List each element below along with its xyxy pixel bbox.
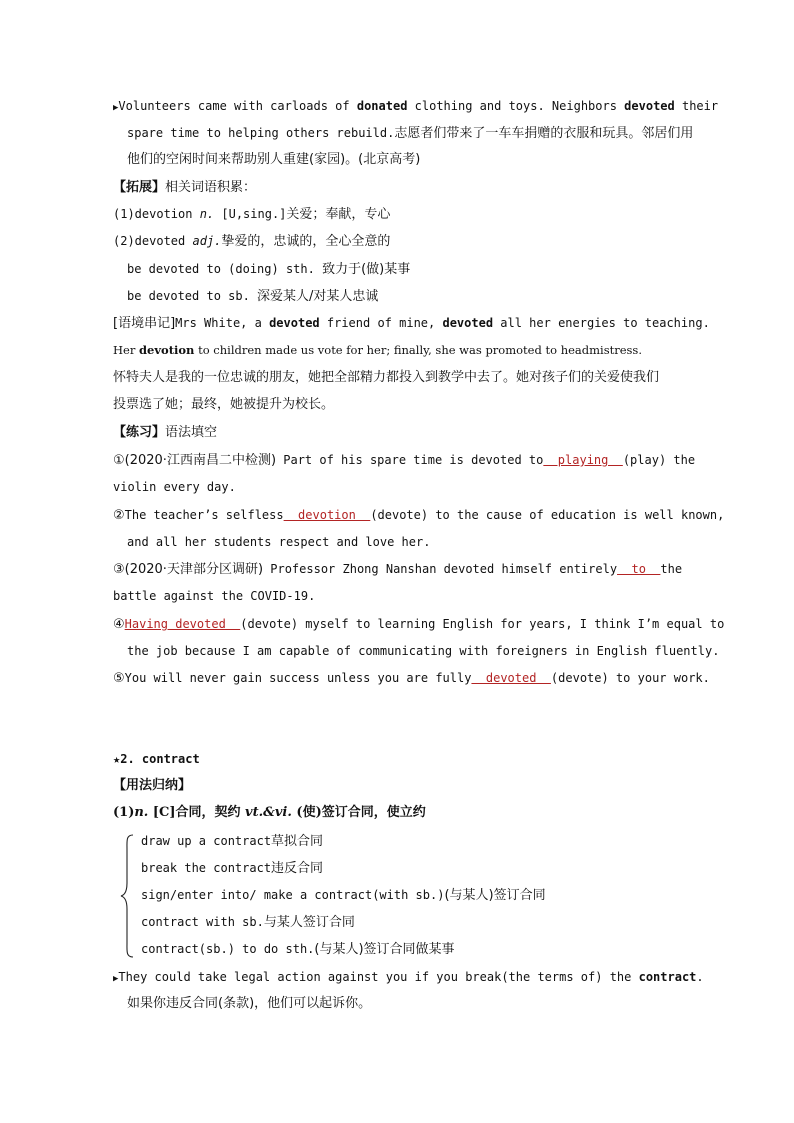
left-brace-icon bbox=[119, 833, 135, 959]
answer-blank-2: devotion bbox=[283, 508, 371, 522]
question-5: ⑤You will never gain success unless you are fully devoted (devote) to your work. bbox=[113, 671, 710, 686]
example-line-2: spare time to helping others rebuild.志愿者们带来了一车车捐赠的衣服和玩具。邻居们用 bbox=[127, 126, 694, 141]
arrow-marker-icon: ▶ bbox=[113, 974, 119, 984]
question-1-line-2: violin every day. bbox=[113, 480, 236, 494]
question-2: ②The teacher’s selfless devotion (devote) to the cause of education is well known, bbox=[113, 508, 725, 523]
answer-blank-3: to bbox=[617, 562, 661, 576]
phrase-2: break the contract违反合同 bbox=[141, 861, 324, 876]
question-4: ④Having devoted (devote) myself to learning English for years, I think I’m equal to bbox=[113, 617, 725, 632]
expand-phrase-1: be devoted to (doing) sth. 致力于(做)某事 bbox=[127, 262, 411, 277]
question-2-line-2: and all her students respect and love her. bbox=[127, 535, 431, 549]
expand-heading: 【拓展】相关词语积累： bbox=[113, 180, 257, 195]
section-2-title: ★2. contract bbox=[113, 752, 200, 766]
contract-example-cn: 如果你违反合同(条款)，他们可以起诉你。 bbox=[127, 996, 372, 1011]
phrase-1: draw up a contract草拟合同 bbox=[141, 834, 324, 849]
phrase-5: contract(sb.) to do sth.(与某人)签订合同做某事 bbox=[141, 942, 455, 957]
context-line-1: [语境串记]Mrs White, a devoted friend of mine, devoted all her energies to teaching. bbox=[113, 316, 710, 331]
phrase-3: sign/enter into/ make a contract(with sb.)(与某人)签订合同 bbox=[141, 888, 546, 903]
question-1: ①(2020·江西南昌二中检测) Part of his spare time is devoted to playing (play) the bbox=[113, 453, 696, 468]
question-4-line-2: the job because I am capable of communicating with foreigners in English fluently. bbox=[127, 644, 720, 658]
context-cn-line-2: 投票选了她；最终，她被提升为校长。 bbox=[113, 397, 335, 412]
definition-line: (1)n. [C]合同，契约 vt.&vi. (使)签订合同，使立约 bbox=[113, 805, 426, 820]
example-line-3: 他们的空闲时间来帮助别人重建(家园)。(北京高考) bbox=[127, 152, 421, 167]
arrow-marker-icon: ▶ bbox=[113, 103, 119, 113]
usage-heading: 【用法归纳】 bbox=[113, 778, 192, 793]
example-line-1: ▶Volunteers came with carloads of donated clothing and toys. Neighbors devoted their bbox=[113, 99, 719, 113]
answer-blank-4: Having devoted bbox=[124, 617, 241, 631]
expand-item-1: (1)devotion n. [U,sing.]关爱；奉献，专心 bbox=[113, 207, 391, 222]
expand-item-2: (2)devoted adj.挚爱的，忠诚的，全心全意的 bbox=[113, 234, 391, 249]
question-3-line-2: battle against the COVID-19. bbox=[113, 589, 316, 603]
context-cn-line-1: 怀特夫人是我的一位忠诚的朋友，她把全部精力都投入到教学中去了。她对孩子们的关爱使我们 bbox=[113, 370, 660, 385]
practice-heading: 【练习】语法填空 bbox=[113, 425, 218, 440]
contract-example: ▶They could take legal action against you if you break(the terms of) the contract. bbox=[113, 970, 704, 984]
phrase-4: contract with sb.与某人签订合同 bbox=[141, 915, 355, 930]
expand-phrase-2: be devoted to sb. 深爱某人/对某人忠诚 bbox=[127, 289, 379, 304]
context-line-2: Her devotion to children made us vote for her; finally, she was promoted to headmistress. bbox=[113, 343, 642, 357]
answer-blank-5: devoted bbox=[471, 671, 551, 685]
answer-blank-1: playing bbox=[543, 453, 623, 467]
question-3: ③(2020·天津部分区调研) Professor Zhong Nanshan devoted himself entirely to the bbox=[113, 562, 683, 577]
